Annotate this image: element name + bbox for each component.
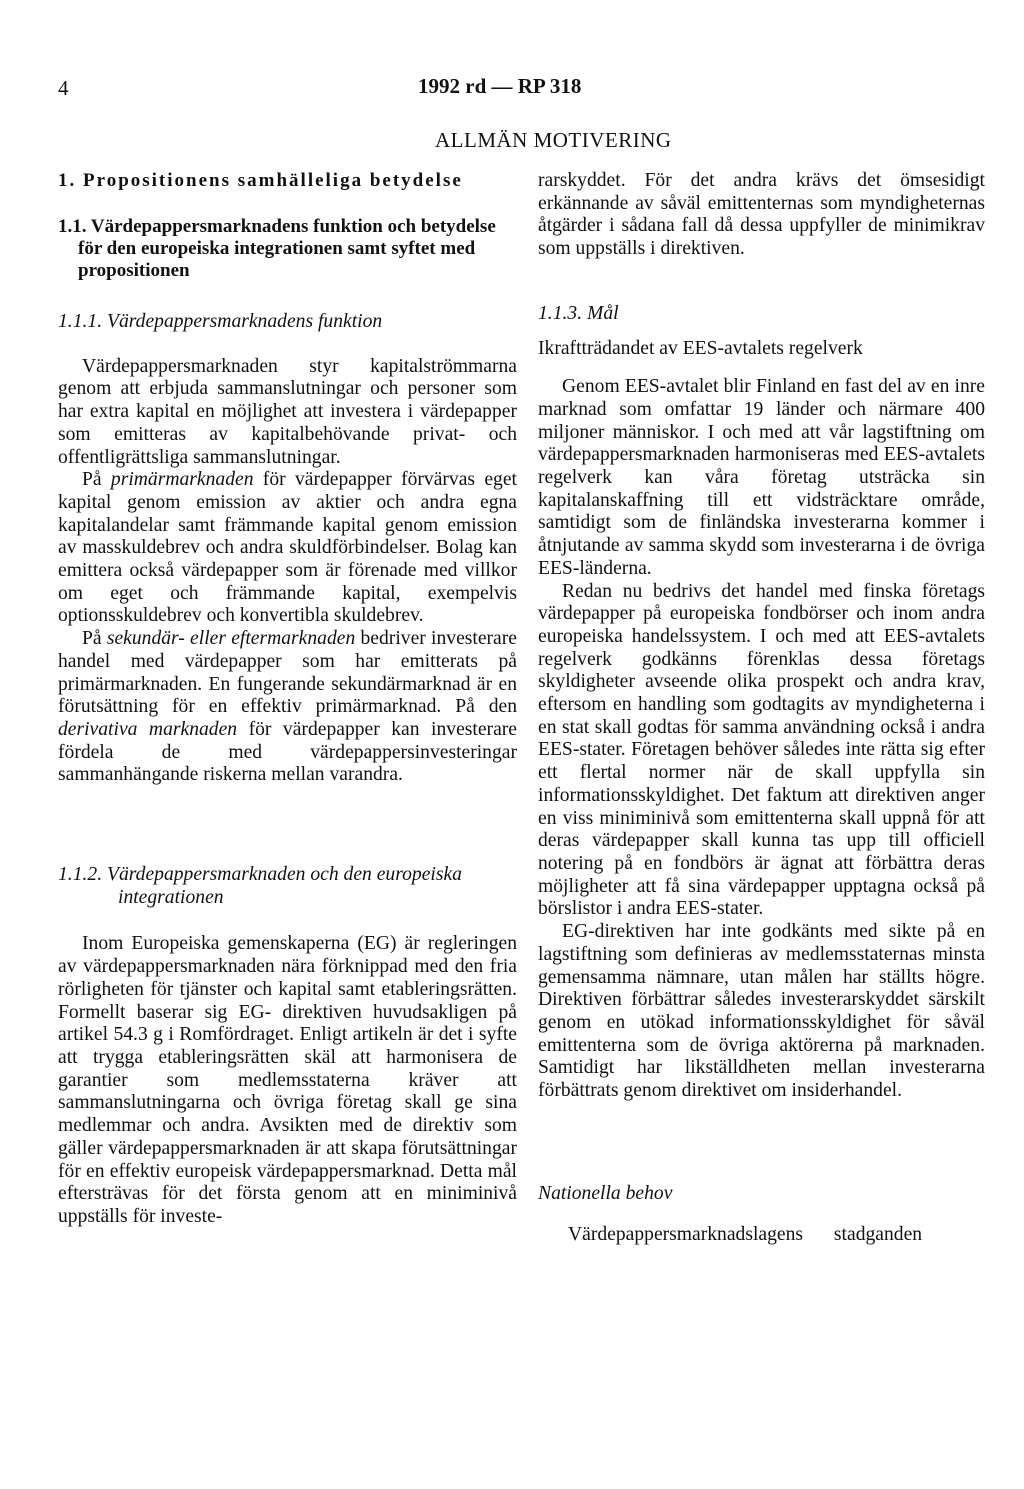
subsection-heading-1-1-3 — [538, 303, 985, 326]
subsection-title: Värdepappersmarknadens funktion — [107, 311, 383, 332]
paragraph — [58, 469, 517, 628]
document-reference: 1992 rd — RP 318 — [418, 74, 582, 98]
subheading-nationella-behov: Nationella behov — [538, 1182, 673, 1204]
subsection-heading-1-1-2 — [58, 864, 517, 909]
text-run: för värdepapper kan investerare fördela de med värdepappersinvesteringar sammanhängande riskerna mellan varandra. — [58, 718, 517, 786]
paragraph: EG-direktiven har inte godkänts med sikte på en lagstiftning som definieras av medlemsstaternas minsta gemensamma nämnare, utan målen har ställts högre. Direktiven förbättrar således investerarskyddet särskilt genom en utökad informationsskyldighet för såväl emittenterna som de övriga aktörerna på marknaden. Samtidigt har likställdheten mellan investerarna förbättrats genom direktivet om insiderhandel. — [538, 921, 985, 1102]
subsection-title: Värdepappersmarknaden och den europeiska integrationen — [107, 864, 462, 908]
text-run: för värdepapper förvärvas eget kapital genom emission av aktier och andra egna kapitalandelar samt främmande kapital genom emission av masskuldebrev och andra skuldförbindelser. Bolag kan emittera också värdepapper som är förenade med villkor om eget och främmande kapital, exempelvis optionsskuldebrev och konvertibla skuldebrev. — [58, 469, 517, 627]
emphasis: primärmarknaden — [110, 469, 254, 491]
subsection-heading-1-1-1 — [58, 311, 517, 334]
subheading: Ikraftträdandet av EES-avtalets regelverk — [538, 337, 863, 359]
subsection-number: 1.1.2. — [58, 864, 103, 886]
subsection-title: Mål — [587, 302, 619, 324]
section-heading-1-1: 1.1. Värdepappersmarknadens funktion och betydelse för den europeiska integrationen samt syftet med propositionen — [58, 216, 496, 281]
page-number: 4 — [58, 76, 69, 100]
paragraph: Genom EES-avtalet blir Finland en fast del av en inre marknad som omfattar 19 länder och närmare 400 miljoner människor. I och med att vår lagstiftning om värdepappersmarknaden harmoniseras med EES-avtalets regelverk kan våra företag utsträcka sin kapitalanskaffning till ett vidsträcktare område, samtidigt som de finländska investerarna kommer i åtnjutande av samma skydd som investerarna i de övriga EES-länderna. — [538, 376, 985, 579]
text-run: På — [82, 628, 107, 650]
text-run: På — [82, 469, 111, 491]
paragraph: Inom Europeiska gemenskaperna (EG) är regleringen av värdepappersmarknaden nära förknippad med den fria rörligheten för tjänster och kapital samt etableringsrätten. Formellt baserar sig EG- direktiven huvudsakligen på artikel 54.3 g i Romfördraget. Enligt artikeln är det i syfte att trygga etableringsrätten skäl att harmonisera de garantier som medlemsstaterna kräver att sammanslutningarna och övriga företag skall ge sina medlemmar och andra. Avsikten med de direktiv som gäller värdepappersmarknaden är att skapa förutsättningar för en effektiv europeisk värdepappersmarknad. Detta mål eftersträvas för det första genom att en miniminivå uppställs för investe- — [58, 933, 517, 1227]
paragraph: Värdepappersmarknadslagens stadganden — [568, 1224, 923, 1246]
emphasis: derivativa marknaden — [58, 718, 238, 740]
subsection-number: 1.1.1. — [58, 311, 103, 332]
paragraph: Redan nu bedrivs det handel med finska företags värdepapper på europeiska fondbörser och inom andra europeiska handelssystem. I och med att EES-avtalets regelverk godkänns förenklas dessa företags skyldigheter avseende olika prospekt och andra krav, eftersom en handling som godtagits av myndigheterna i en stat skall godtas för samma användning också i andra EES-stater. Företagen behöver således inte rätta sig efter ett flertal normer när de skall uppfylla sin informationsskyldighet. Det faktum att direktiven anger en viss miniminivå som emittenterna skall uppnå för att deras värdepapper skall kunna tas upp till officiell notering på en fondbörs är ägnat att förbättra deras möjligheter att få sina värdepapper upptagna också på börslistor i andra EES-stater. — [538, 580, 985, 920]
section-heading: ALLMÄN MOTIVERING — [435, 128, 672, 152]
chapter-heading: 1. Propositionens samhälleliga betydelse — [58, 170, 463, 191]
left-column — [58, 170, 517, 1229]
emphasis: sekundär- eller eftermarknaden — [106, 628, 356, 650]
paragraph: rarskyddet. För det andra krävs det ömsesidigt erkännande av såväl emittenternas som myndigheternas åtgärder i sådana fall då dessa uppfyller de minimikrav som uppställs i direktiven. — [538, 170, 985, 260]
text-run: bedriver investerare handel med värdepapper som har emitterats på primärmarknaden. En fungerande sekundärmarknad är en förutsättning för en effektiv primärmarknad. På den — [58, 628, 517, 718]
subsection-number: 1.1.3. — [538, 302, 583, 324]
paragraph — [58, 628, 517, 787]
right-column — [538, 170, 985, 1247]
paragraph: Värdepappersmarknaden styr kapitalströmmarna genom att erbjuda sammanslutningar och personer som har extra kapital en möjlighet att investera i värdepapper som emitteras av kapitalbehövande privat- och offentligrättsliga sammanslutningar. — [58, 355, 517, 468]
